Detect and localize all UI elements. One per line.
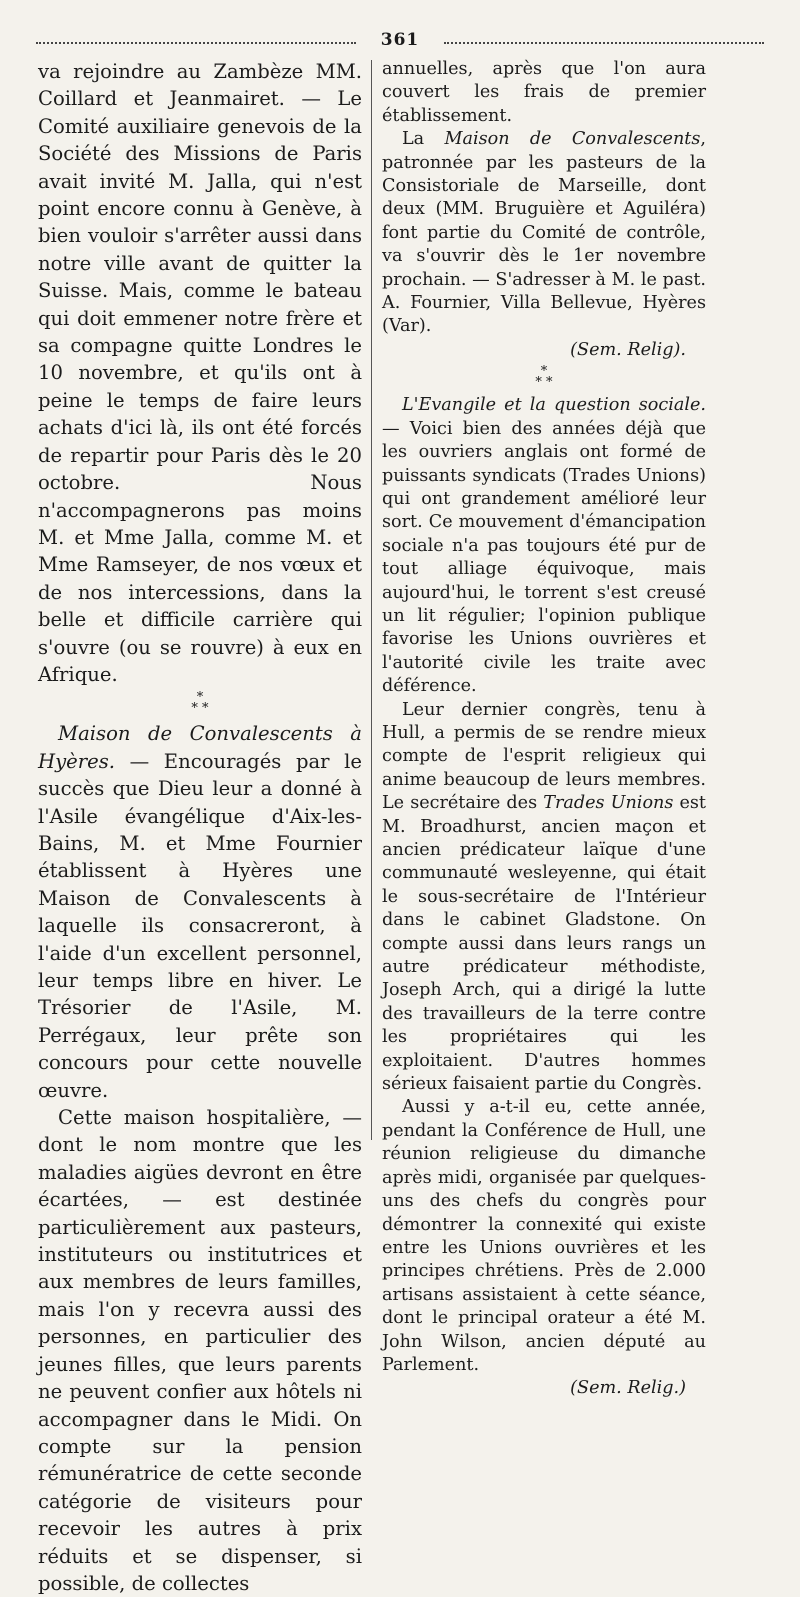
inline-emphasis: Trades Unions — [543, 793, 674, 814]
left-column — [38, 58, 362, 1597]
paragraph-lead: La — [402, 129, 445, 150]
right-column — [382, 58, 706, 1401]
section-separator — [382, 364, 706, 391]
header-rule-right — [444, 42, 764, 44]
paragraph — [38, 720, 362, 1104]
page-number: 361 — [380, 30, 420, 50]
separator-stars: * * — [535, 375, 553, 391]
paragraph — [382, 128, 706, 362]
separator-stars: * * — [191, 701, 209, 717]
paragraph — [382, 394, 706, 698]
paragraph: annuelles, après que l'on aura couvert les frais de premier établissement. — [382, 59, 706, 126]
paragraph-text: — Encouragés par le succès que Dieu leur a donné à l'Asile évangélique d'Aix-les-Bains, M. et Mme Fournier établissent à Hyères une Maison de Convalescents à laquelle ils consacreront, à l'aide d'un excellent personnel, leur temps libre en hiver. Le Trésorier de l'Asile, M. Perrégaux, leur prête son concours pour cette nouvelle œuvre. — [38, 749, 362, 1102]
paragraph — [382, 699, 706, 1097]
section-title: L'Evangile et la question sociale. — [402, 395, 706, 416]
separator-star: * — [540, 364, 548, 380]
paragraph: Cette maison hospitalière, — dont le nom montre que les maladies aigües devront en être écartées, — est destinée particulièrement aux pasteurs, instituteurs ou institutrices et aux membres de leurs familles, mais l'on y recevra aussi des personnes, en particulier des jeunes filles, que leurs parents ne peuvent confier aux hôtels ni accompagner dans le Midi. On compte sur la pension rémunératrice de cette seconde catégorie de visiteurs pour recevoir les autres à prix réduits et se dispenser, si possible, de collectes — [38, 1106, 362, 1595]
source-citation: (Sem. Relig). — [570, 339, 686, 360]
column-divider — [371, 60, 372, 1140]
paragraph-text: Aussi y a-t-il eu, cette année, pendant la Conférence de Hull, une réunion religieuse du dimanche après midi, organisée par quelques-uns des chefs du congrès pour démontrer la connexité qui existe entre les Unions ouvrières et les principes chrétiens. Près de 2.000 artisans assistaient à cette séance, dont le principal orateur a été M. John Wilson, ancien député au Parlement. — [382, 1097, 706, 1375]
inline-title: Maison de Convalescents — [444, 129, 701, 150]
paragraph-text: est M. Broadhurst, ancien maçon et ancien prédicateur laïque d'une communauté wesleyenne, qui était le sous-secrétaire de l'Intérieur dans le cabinet Gladstone. On compte aussi dans leurs rangs un autre prédicateur méthodiste, Joseph Arch, qui a dirigé la lutte des travailleurs de la terre contre les propriétaires qui les exploitaient. D'autres hommes sérieux faisaient partie du Congrès. — [382, 793, 706, 1095]
page-header — [36, 30, 764, 52]
paragraph-text: — Voici bien des années déjà que les ouvriers anglais ont formé de puissants syndicats (Trades Unions) qui ont grandement amélioré leur sort. Ce mouvement d'émancipation sociale n'a pas toujours été pur de tout alliage équivoque, mais aujourd'hui, le torrent s'est creusé un lit régulier; l'opinion publique favorise les Unions ouvrières et l'autorité civile les traite avec déférence. — [382, 418, 706, 697]
paragraph-text: Leur dernier congrès, tenu à Hull, a permis de se rendre mieux compte de l'esprit religieux qui anime beaucoup de leurs membres. Le secrétaire des — [382, 699, 706, 814]
section-title: Maison de Convalescents à Hyères. — [38, 722, 362, 773]
section-separator — [38, 690, 362, 717]
paragraph — [382, 1096, 706, 1400]
paragraph: va rejoindre au Zambèze MM. Coillard et Jeanmairet. — Le Comité auxiliaire genevois de la Société des Missions de Paris avait invité M. Jalla, qui n'est point encore connu à Genève, à bien vouloir s'arrêter aussi dans notre ville avant de quitter la Suisse. Mais, comme le bateau qui doit emmener notre frère et sa compagne quitte Londres le 10 novembre, et qu'ils ont à peine le temps de faire leurs achats d'ici là, ils ont été forcés de repartir pour Paris dès le 20 octobre. Nous n'accompagnerons pas moins M. et Mme Jalla, comme M. et Mme Ramseyer, de nos vœux et de nos intercessions, dans la belle et difficile carrière qui s'ouvre (ou se rouvre) à eux en Afrique. — [38, 60, 362, 686]
paragraph-text: , patronnée par les pasteurs de la Consistoriale de Marseille, dont deux (MM. Bruguière et Aguiléra) font partie du Comité de contrôle, va s'ouvrir dès le 1er novembre prochain. — S'adresser à M. le past. A. Fournier, Villa Bellevue, Hyères (Var). — [382, 129, 706, 337]
separator-star: * — [196, 690, 204, 706]
source-citation: (Sem. Relig.) — [570, 1378, 686, 1399]
